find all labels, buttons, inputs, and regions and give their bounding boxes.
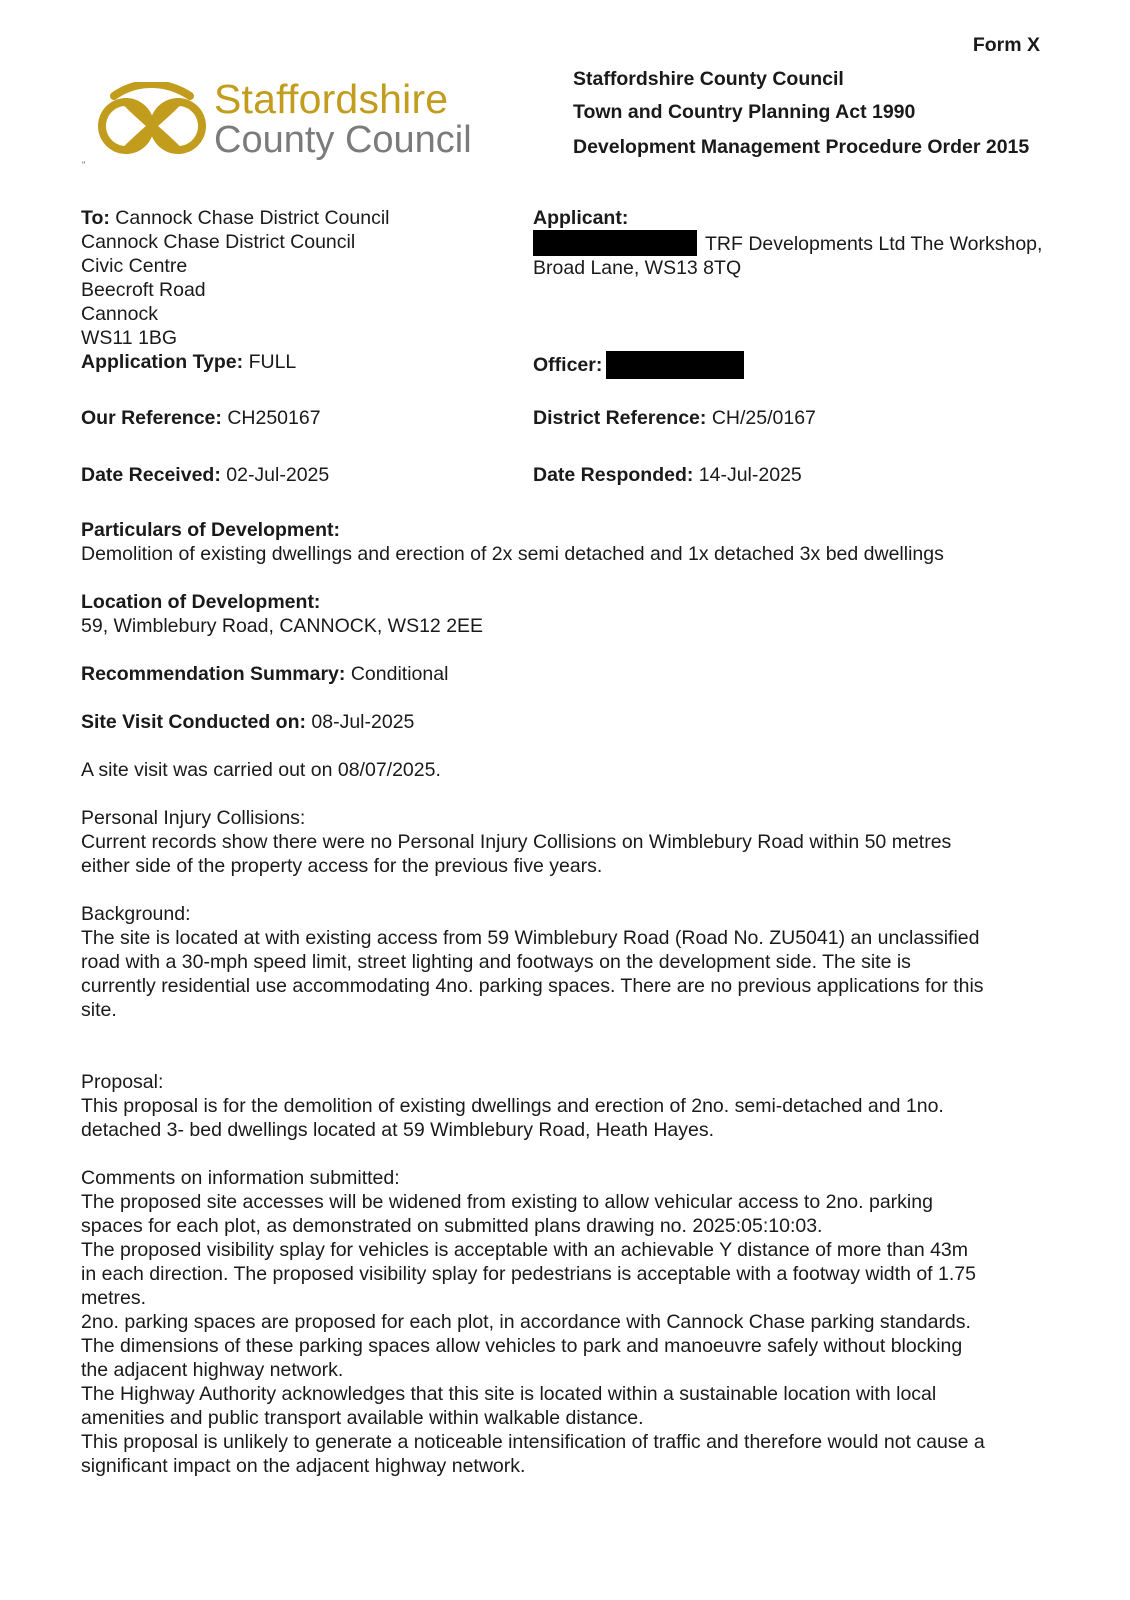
comments-line: in each direction. The proposed visibility splay for pedestrians is acceptable with a footway width of 1.75	[81, 1263, 976, 1285]
council-logo	[96, 76, 476, 166]
date-received	[81, 463, 329, 487]
site-visit-note: A site visit was carried out on 08/07/2025.	[81, 759, 441, 781]
staffordshire-knot-icon	[96, 82, 208, 160]
background-line: site.	[81, 999, 117, 1021]
date-responded	[533, 463, 802, 487]
particulars-label: Particulars of Development:	[81, 519, 340, 541]
collisions-line: either side of the property access for the previous five years.	[81, 855, 603, 877]
applicant-label: Applicant:	[533, 207, 629, 229]
our-reference	[81, 406, 321, 430]
comments-line: The proposed site accesses will be widened from existing to allow vehicular access to 2no. parking	[81, 1191, 933, 1213]
applicant-block	[533, 206, 1042, 280]
to-first: Cannock Chase District Council	[115, 207, 390, 229]
particulars-value: Demolition of existing dwellings and erection of 2x semi detached and 1x detached 3x bed dwellings	[81, 543, 944, 565]
date-received-value: 02-Jul-2025	[226, 464, 330, 486]
district-reference-label: District Reference:	[533, 407, 707, 429]
officer-label: Officer:	[533, 354, 603, 376]
header-title-council: Staffordshire County Council	[573, 68, 844, 90]
date-responded-label: Date Responded:	[533, 464, 694, 486]
recipient-address	[81, 206, 390, 374]
site-visit-value: 08-Jul-2025	[311, 711, 415, 733]
comments-line: metres.	[81, 1287, 147, 1309]
application-type	[81, 350, 390, 374]
district-reference	[533, 406, 816, 430]
application-type-value: FULL	[248, 351, 297, 373]
background-line: The site is located at with existing access from 59 Wimblebury Road (Road No. ZU5041) an unclassified	[81, 927, 980, 949]
address-line: Cannock Chase District Council	[81, 231, 356, 253]
location-value: 59, Wimblebury Road, CANNOCK, WS12 2EE	[81, 615, 484, 637]
proposal-line: This proposal is for the demolition of existing dwellings and erection of 2no. semi-detached and 1no.	[81, 1095, 944, 1117]
date-received-label: Date Received:	[81, 464, 221, 486]
comments-line: 2no. parking spaces are proposed for each plot, in accordance with Cannock Chase parking standards.	[81, 1311, 971, 1333]
address-line: WS11 1BG	[81, 327, 178, 349]
background-heading: Background:	[81, 903, 191, 925]
header-title-act: Town and Country Planning Act 1990	[573, 101, 916, 123]
background-line: currently residential use accommodating 4no. parking spaces. There are no previous applications for this	[81, 975, 984, 997]
address-line: Cannock	[81, 303, 158, 325]
our-reference-label: Our Reference:	[81, 407, 222, 429]
recommendation-summary	[81, 662, 1061, 686]
header-titles	[573, 63, 1029, 164]
officer	[533, 351, 744, 379]
recommendation-value: Conditional	[350, 663, 449, 685]
comments-line: spaces for each plot, as demonstrated on submitted plans drawing no. 2025:05:10:03.	[81, 1215, 823, 1237]
recommendation-label: Recommendation Summary:	[81, 663, 346, 685]
body-text	[81, 518, 1061, 1478]
applicant-line1-text: TRF Developments Ltd The Workshop,	[705, 233, 1043, 255]
comments-line: The dimensions of these parking spaces allow vehicles to park and manoeuvre safely without blocking	[81, 1335, 963, 1357]
address-line: Beecroft Road	[81, 279, 206, 301]
to-label: To:	[81, 207, 110, 229]
collisions-heading: Personal Injury Collisions:	[81, 807, 306, 829]
district-reference-value: CH/25/0167	[711, 407, 816, 429]
comments-line: The proposed visibility splay for vehicles is acceptable with an achievable Y distance of more than 43m	[81, 1239, 969, 1261]
scan-mark: "	[82, 160, 86, 170]
form-label: Form X	[972, 34, 1040, 56]
proposal-heading: Proposal:	[81, 1071, 164, 1093]
address-line: Civic Centre	[81, 255, 188, 277]
to-line	[81, 206, 390, 230]
collisions-line: Current records show there were no Personal Injury Collisions on Wimblebury Road within 50 metres	[81, 831, 952, 853]
redaction-block	[606, 351, 744, 379]
our-reference-value: CH250167	[227, 407, 321, 429]
site-visit	[81, 710, 1061, 734]
proposal-line: detached 3- bed dwellings located at 59 Wimblebury Road, Heath Hayes.	[81, 1119, 715, 1141]
comments-line: the adjacent highway network.	[81, 1359, 344, 1381]
application-type-label: Application Type:	[81, 351, 244, 373]
comments-line: This proposal is unlikely to generate a noticeable intensification of traffic and therefore would not cause a	[81, 1431, 985, 1453]
header-title-order: Development Management Procedure Order 2015	[573, 136, 1030, 158]
comments-line: The Highway Authority acknowledges that this site is located within a sustainable location with local	[81, 1383, 937, 1405]
comments-line: amenities and public transport available within walkable distance.	[81, 1407, 644, 1429]
logo-text-staffordshire: Staffordshire	[214, 76, 449, 122]
redaction-block	[533, 230, 697, 256]
comments-line: significant impact on the adjacent highway network.	[81, 1455, 526, 1477]
location-label: Location of Development:	[81, 591, 321, 613]
site-visit-label: Site Visit Conducted on:	[81, 711, 306, 733]
background-line: road with a 30-mph speed limit, street lighting and footways on the development side. The site is	[81, 951, 911, 973]
date-responded-value: 14-Jul-2025	[698, 464, 802, 486]
applicant-line1	[533, 230, 1042, 256]
logo-text-county-council: County Council	[214, 119, 472, 161]
applicant-line2: Broad Lane, WS13 8TQ	[533, 257, 742, 279]
comments-heading: Comments on information submitted:	[81, 1167, 400, 1189]
